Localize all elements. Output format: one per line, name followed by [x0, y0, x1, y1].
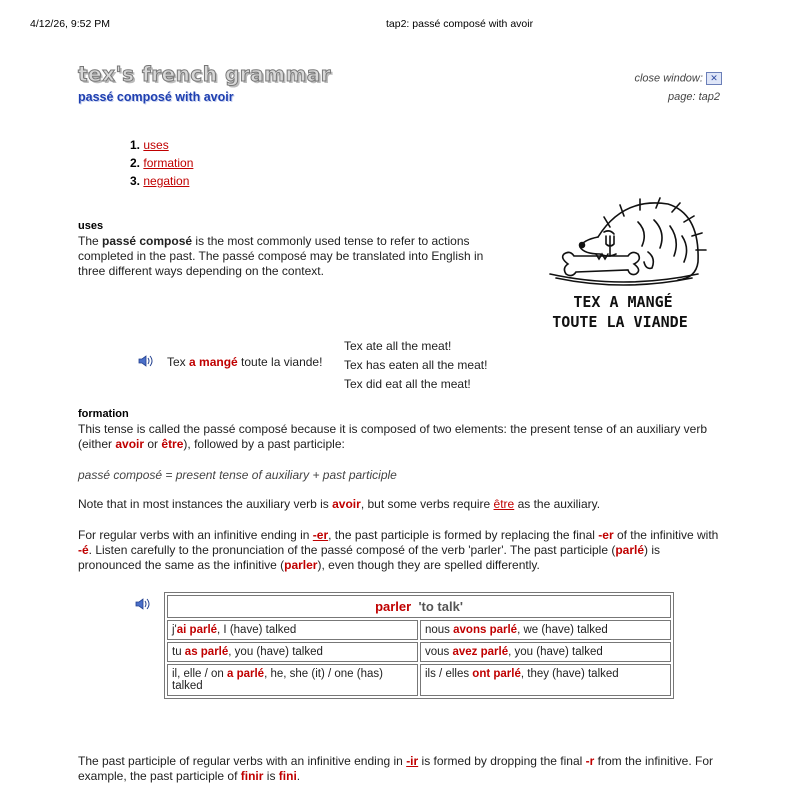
term-passe-compose: passé composé: [102, 234, 193, 248]
text: , the past participle is formed by replacing the final: [328, 528, 599, 542]
text: For regular verbs with an infinitive ending in: [78, 528, 313, 542]
text: vous: [425, 646, 453, 658]
table-row: [167, 620, 671, 640]
term-parler: parler: [284, 558, 318, 572]
term-parle: parlé: [615, 543, 645, 557]
toc-link-negation[interactable]: negation: [143, 174, 190, 188]
verb-form: ai parlé: [176, 624, 218, 636]
toc-item: [130, 172, 193, 190]
translation-3: Tex did eat all the meat!: [344, 377, 471, 391]
text: from the infinitive. For example, the past participle of: [78, 754, 714, 783]
toc-link-formation[interactable]: formation: [143, 156, 194, 170]
uses-heading: uses: [78, 220, 104, 232]
close-window-label: close window:: [634, 72, 703, 85]
text: , you (have) talked: [228, 646, 323, 658]
formation-paragraph-3: [78, 528, 726, 573]
text: nous: [425, 624, 454, 636]
term-avoir: avoir: [115, 437, 145, 451]
speaker-icon[interactable]: [138, 354, 154, 371]
cartoon-caption-line2: TOUTE LA VIANDE: [552, 313, 688, 331]
formula: passé composé = present tense of auxiliary + past participle: [78, 468, 397, 482]
term-r: -r: [585, 754, 595, 768]
table-cell: [420, 664, 671, 696]
example-french: [167, 355, 322, 369]
verb-form: avons parlé: [453, 624, 518, 636]
text: This tense is called the passé composé because it is composed of two elements: the present tense of an auxiliary verb (either: [78, 422, 708, 451]
term-finir: finir: [240, 769, 264, 783]
print-timestamp: 4/12/26, 9:52 PM: [30, 18, 110, 30]
table-verb: parler: [375, 599, 412, 614]
print-doc-title: tap2: passé composé with avoir: [386, 18, 534, 30]
conjugation-table: [164, 592, 674, 699]
text: .: [296, 769, 301, 783]
formation-paragraph-2: [78, 497, 723, 512]
text: ), followed by a past participle:: [183, 437, 345, 451]
table-gloss: 'to talk': [418, 599, 463, 614]
cartoon-tex-eating: [528, 192, 718, 332]
dog-drawing: [528, 192, 718, 332]
etre-link[interactable]: être: [493, 497, 515, 511]
toc-item: [130, 136, 193, 154]
table-of-contents: [130, 136, 193, 190]
text: is formed by dropping the final: [418, 754, 586, 768]
toc-number: 3.: [130, 174, 141, 188]
ir-link[interactable]: -ir: [406, 754, 419, 768]
term-fini: fini: [278, 769, 297, 783]
toc-item: [130, 154, 193, 172]
verb-form: a parlé: [226, 668, 265, 680]
toc-number: 2.: [130, 156, 141, 170]
table-title: [167, 595, 671, 618]
table-row: [167, 664, 671, 696]
text: , you (have) talked: [508, 646, 603, 658]
term-etre: être: [161, 437, 184, 451]
site-logo: tex's french grammar: [78, 62, 332, 86]
text: ils / elles: [425, 668, 473, 680]
text: , I (have) talked: [217, 624, 297, 636]
text: il, elle / on: [172, 668, 227, 680]
text: as the auxiliary.: [514, 497, 601, 511]
text: Tex: [167, 355, 190, 369]
table-row: [167, 642, 671, 662]
verb-form: as parlé: [184, 646, 229, 658]
text: The past participle of regular verbs with an infinitive ending in: [78, 754, 407, 768]
page-id: page: tap2: [668, 91, 720, 103]
text: , but some verbs require: [360, 497, 494, 511]
text: is the most commonly used tense to refer to actions completed in the past: [78, 234, 470, 263]
text: or: [144, 437, 162, 451]
cartoon-caption-line1: TEX A MANGÉ: [573, 293, 673, 311]
formation-paragraph-1: [78, 422, 723, 452]
translation-1: Tex ate all the meat!: [344, 339, 452, 353]
close-window-row: [634, 72, 722, 85]
formation-heading: formation: [78, 408, 129, 420]
table-cell: [167, 664, 418, 696]
toc-number: 1.: [130, 138, 141, 152]
text: Note that in most instances the auxiliary verb is: [78, 497, 333, 511]
er-link[interactable]: -er: [312, 528, 329, 542]
text: The: [78, 234, 103, 248]
page-subtitle: passé composé with avoir: [78, 90, 234, 104]
close-window-button[interactable]: [706, 72, 722, 85]
table-cell: [167, 642, 418, 662]
text: , we (have) talked: [517, 624, 608, 636]
verb-form: avez parlé: [452, 646, 509, 658]
text: . The passé composé may be translated into English in three different ways depending on the context.: [78, 249, 484, 278]
text: ) is pronounced the same as the infinitive (: [78, 543, 661, 572]
text: , they (have) talked: [520, 668, 619, 680]
text: ), even though they are spelled differently.: [317, 558, 540, 572]
ir-paragraph: [78, 754, 726, 784]
text: j': [172, 624, 177, 636]
x-icon: ✕: [710, 73, 718, 83]
table-cell: [420, 620, 671, 640]
table-cell: [420, 642, 671, 662]
toc-link-uses[interactable]: uses: [143, 138, 169, 152]
term-e: -é: [78, 543, 89, 557]
text: of the infinitive with: [613, 528, 719, 542]
table-cell: [167, 620, 418, 640]
table-header-row: [167, 595, 671, 618]
text: , he, she (it) / one (has) talked: [172, 668, 383, 692]
text: . Listen carefully to the pronunciation of the passé composé of the verb 'parler'. The past participle (: [88, 543, 616, 557]
verb-form: ont parlé: [472, 668, 521, 680]
uses-paragraph: [78, 234, 498, 279]
text: tu: [172, 646, 185, 658]
term-er: -er: [598, 528, 614, 542]
example-english-list: [344, 337, 487, 394]
speaker-icon[interactable]: [135, 597, 151, 614]
translation-2: Tex has eaten all the meat!: [344, 358, 488, 372]
text: toute la viande!: [237, 355, 323, 369]
text: is: [263, 769, 279, 783]
verb-highlight: a mangé: [189, 355, 238, 369]
term-avoir: avoir: [332, 497, 361, 511]
